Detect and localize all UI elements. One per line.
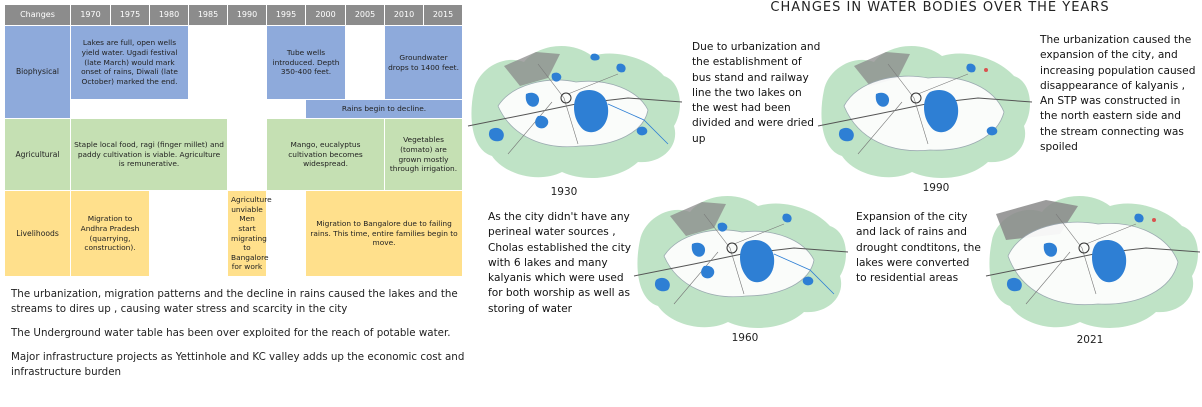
year-label-2021: 2021 [1076, 334, 1104, 346]
empty-cell [228, 100, 267, 119]
map-1990 [818, 34, 1034, 184]
empty-cell [150, 100, 189, 119]
page-title: CHANGES IN WATER BODIES OVER THE YEARS [770, 0, 1110, 15]
lake [637, 127, 648, 136]
tube-wells-cell: Tube wells introduced. Depth 350-400 feet. [267, 26, 346, 100]
empty-cell [150, 191, 189, 277]
empty-cell [189, 100, 228, 119]
header-year: 1970 [71, 5, 111, 26]
biophysical-row [5, 26, 463, 100]
vegetables-cell: Vegetables (tomato) are grown mostly through irrigation. [385, 119, 463, 191]
header-year: 2000 [306, 5, 346, 26]
rains-decline-cell: Rains begin to decline. [306, 100, 463, 119]
header-year: 2005 [346, 5, 385, 26]
map-1930 [468, 34, 684, 184]
description-1930: Due to urbanization and the establishment of bus stand and railway line the two lakes on the west had been divided and were dried up [692, 41, 821, 145]
timeline-header-row [5, 5, 463, 26]
header-year: 1980 [150, 5, 189, 26]
empty-cell [228, 119, 267, 191]
header-year: 1975 [111, 5, 150, 26]
empty-cell [189, 191, 228, 277]
rains-row [5, 100, 463, 119]
empty-cell [228, 26, 267, 100]
row-label-livelihoods: Livelihoods [5, 191, 71, 277]
empty-cell [189, 26, 228, 100]
row-label-biophysical: Biophysical [5, 26, 71, 119]
header-changes: Changes [5, 5, 71, 26]
header-year: 2015 [424, 5, 463, 26]
stp-marker [1152, 218, 1156, 222]
staple-food-cell: Staple local food, ragi (finger millet) and paddy cultivation is viable. Agriculture is remunerative. [71, 119, 228, 191]
empty-cell [111, 100, 150, 119]
year-label-1960: 1960 [731, 332, 759, 344]
description-2021: Expansion of the city and lack of rains and drought condtitons, the lakes were converted to residential areas [856, 211, 981, 285]
year-label-1930: 1930 [550, 186, 578, 198]
empty-cell [267, 191, 306, 277]
groundwater-cell: Groundwater drops to 1400 feet. [385, 26, 463, 100]
description-1960: As the city didn't have any perineal water sources , Cholas established the city with 6 lakes and many kalyanis which were used for both worship as well as storing of water [488, 211, 631, 315]
agriculture-unviable-cell: Agriculture unviable Men start migrating to Bangalore for work [228, 191, 267, 277]
note-paragraph: The urbanization, migration patterns and the decline in rains caused the lakes and the streams to dires up , causing water stress and scarcity in the city [11, 288, 458, 315]
empty-cell [71, 100, 111, 119]
lakes-full-cell: Lakes are full, open wells yield water. Ugadi festival (late March) would mark onset of rains, Diwali (late October) marked the end. [71, 26, 189, 100]
note-paragraph: The Underground water table has been over exploited for the reach of potable water. [11, 327, 451, 339]
header-year: 1985 [189, 5, 228, 26]
map-2021 [986, 184, 1202, 334]
row-label-agricultural: Agricultural [5, 119, 71, 191]
header-year: 1990 [228, 5, 267, 26]
header-year: 2010 [385, 5, 424, 26]
timeline-table [4, 4, 463, 277]
note-paragraph: Major infrastructure projects as Yettinhole and KC valley adds up the economic cost and infrastructure burden [11, 351, 465, 378]
stp-marker [984, 68, 988, 72]
livelihoods-row [5, 191, 463, 277]
empty-cell [346, 26, 385, 100]
year-label-1990: 1990 [922, 182, 950, 194]
map-1960 [634, 184, 850, 334]
description-1990: The urbanization caused the expansion of the city, and increasing population caused disappearance of kalyanis , An STP was constructed in the north eastern side and the stream connecting was spoiled [1040, 34, 1196, 154]
empty-cell [267, 100, 306, 119]
agricultural-row [5, 119, 463, 191]
lake [987, 127, 998, 136]
migration-bangalore-cell: Migration to Bangalore due to failing rains. This time, entire families begin to move. [306, 191, 463, 277]
lake [803, 277, 814, 286]
mango-cell: Mango, eucalyptus cultivation becomes widespread. [267, 119, 385, 191]
migration-ap-cell: Migration to Andhra Pradesh (quarrying, construction). [71, 191, 150, 277]
summary-notes [11, 287, 473, 389]
header-year: 1995 [267, 5, 306, 26]
